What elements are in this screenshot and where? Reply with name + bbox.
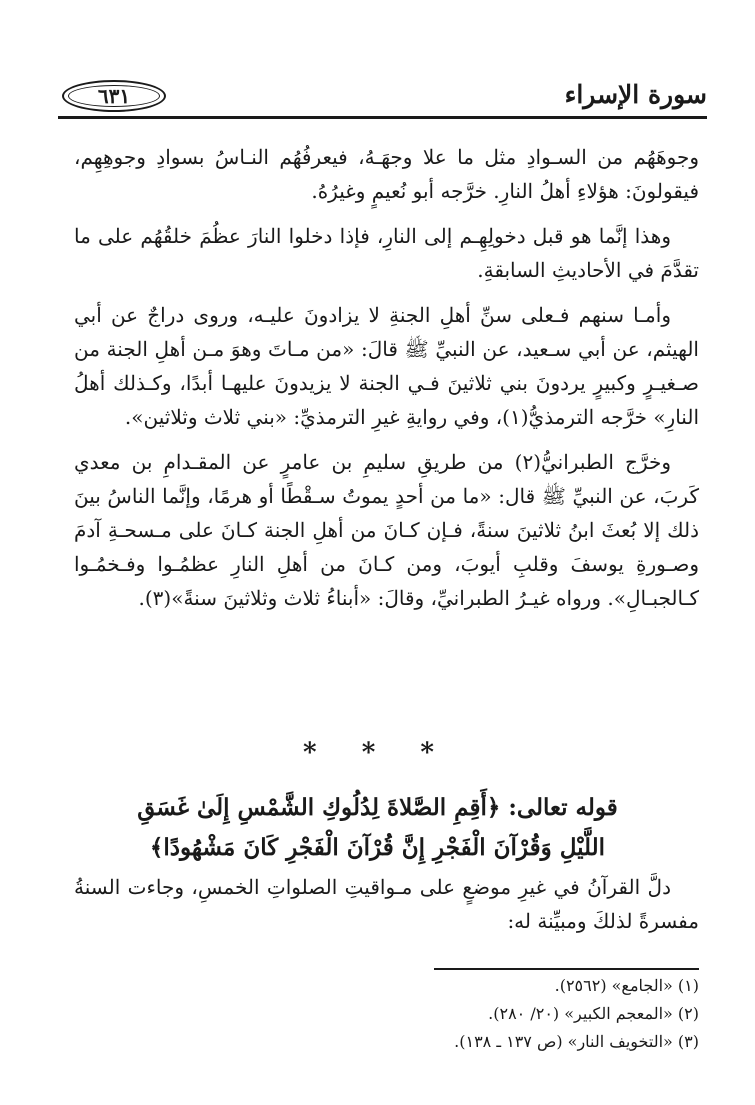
paragraph-2: وهذا إنَّما هو قبل دخولِهِـم إلى النارِ، فإذا دخلوا النارَ عظُمَ خلقُهُم على ما تقدَّمَ في الأحاديثِ السابقةِ. — [74, 224, 699, 282]
surah-title: سورة الإسراء — [564, 80, 707, 109]
page-header — [58, 78, 707, 120]
section-separator: * * * — [303, 738, 452, 768]
commentary-paragraph: دلَّ القرآنُ في غيرِ موضعٍ على مـواقيتِ الصلواتِ الخمسِ، وجاءت السنةُ مفسرةً لذلكَ ومبيِّنة له: — [74, 875, 699, 933]
footnote-divider — [434, 968, 699, 970]
quran-verse — [120, 788, 635, 868]
footnote-3: (٣) «التخويف النار» (ص ١٣٧ ـ ١٣٨). — [454, 1032, 699, 1051]
footnote-2: (٢) «المعجم الكبير» (٢٠/ ٢٨٠). — [488, 1004, 699, 1023]
main-text — [74, 140, 699, 626]
commentary-text — [74, 870, 699, 938]
verse-line-1: قوله تعالى: ﴿أَقِمِ الصَّلاةَ لِدُلُوكِ الشَّمْسِ إِلَىٰ غَسَقِ — [137, 794, 618, 821]
page-number: ٦٣١ — [97, 84, 131, 108]
paragraph-3: وأمـا سنهم فـعلى سنِّ أهلِ الجنةِ لا يزادونَ عليـه، وروى دراجٌ عن أبي الهيثم، عن أبي سـعيد، عن النبيِّ ﷺ قالَ: «من مـاتَ وهوَ مـن أهلِ الجنة من صـغيـرٍ وكبيرٍ يردونَ بني ثلاثينَ فـي الجنة لا يزيدونَ عليهـا أبدًا، وكـذلك أهلُ النارِ» خرَّجه الترمذيُّ(١)، وفي روايةِ غيرِ الترمذيِّ: «بني ثلاث وثلاثين». — [74, 303, 699, 429]
header-divider — [58, 116, 707, 119]
footnotes — [74, 972, 699, 1056]
page-number-badge — [62, 80, 166, 112]
verse-line-2: اللَّيْلِ وَقُرْآنَ الْفَجْرِ إِنَّ قُرْآنَ الْفَجْرِ كَانَ مَشْهُودًا﴾ — [149, 834, 606, 861]
paragraph-1: وجوهَهُم من السـوادِ مثل ما علا وجهَـهُ، فيعرفُهُم النـاسُ بسوادِ وجوهِهِم، فيقولونَ: هؤلاءِ أهلُ النارِ. خرَّجه أبو نُعيمٍ وغيرُهُ. — [74, 145, 699, 203]
footnote-1: (١) «الجامع» (٢٥٦٢). — [554, 976, 699, 995]
paragraph-4: وخرَّج الطبرانيُّ(٢) من طريقِ سليمِ بن عامرٍ عن المقـدامِ بن معدي كَربَ، عن النبيِّ ﷺ قال: «ما من أحدٍ يموتُ سـقْطًا أو هرمًا، وإنَّما الناسُ بينَ ذلك إلا بُعثَ ابنُ ثلاثينَ سنةً، فـإن كـانَ من أهلِ الجنة كـانَ على مـسحـةِ آدمَ وصـورةِ يوسفَ وقلبِ أيوبَ، ومن كـانَ من أهلِ النارِ عظمُـوا وفـخمُـوا كـالجبـالِ». ورواه غيـرُ الطبرانيِّ، وقالَ: «أبناءُ ثلاث وثلاثينَ سنةً»(٣). — [74, 450, 699, 610]
